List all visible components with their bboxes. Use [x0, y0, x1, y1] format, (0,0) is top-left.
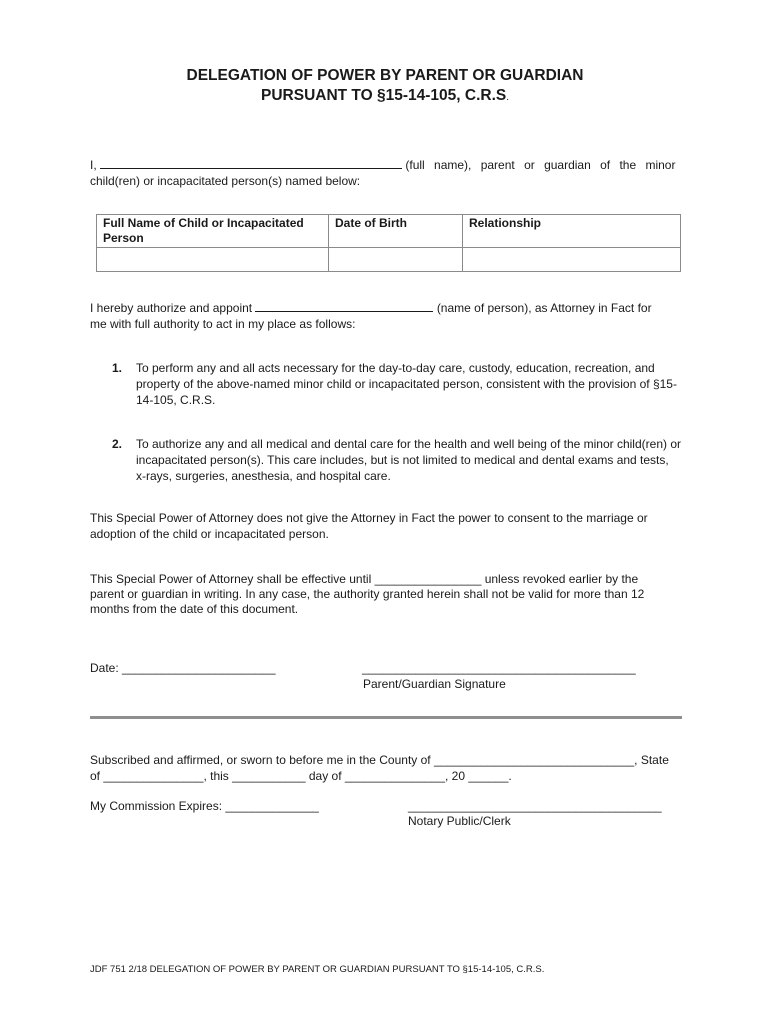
notary-line1: Subscribed and affirmed, or sworn to before me in the County of ______________________________, State [90, 753, 669, 767]
intro-line2: child(ren) or incapacitated person(s) named below: [90, 174, 361, 188]
table-cell-dob[interactable] [329, 248, 463, 272]
page-footer: JDF 751 2/18 DELEGATION OF POWER BY PARENT OR GUARDIAN PURSUANT TO §15-14-105, C.R.S. [90, 964, 545, 975]
table-header-row [97, 215, 681, 248]
full-name-blank[interactable] [100, 168, 402, 169]
table-row [97, 248, 681, 272]
table-cell-relationship[interactable] [463, 248, 681, 272]
parent-signature-line[interactable]: _________________________________________ [362, 661, 636, 675]
title-line2-text: PURSUANT TO §15-14-105, C.R.S [261, 87, 507, 104]
list-text-1: To perform any and all acts necessary for the day-to-day care, custody, education, recreation, and property of the above-named minor child or incapacitated person, consistent with the provision of §15-14-105, C.R.S. [136, 361, 677, 407]
list-text-2: To authorize any and all medical and dental care for the health and well being of the minor child(ren) or incapacitated person(s). This care includes, but is not limited to medical and dental exams and tests, x-rays, surgeries, anesthesia, and hospital care. [136, 437, 681, 483]
authorize-prefix: I hereby authorize and appoint [90, 301, 253, 315]
effective-line1: This Special Power of Attorney shall be effective until ________________ unless revoked earlier by the [90, 572, 639, 586]
section-divider [90, 716, 682, 719]
list-item-2 [112, 436, 682, 484]
authorize-suffix: (name of person), as Attorney in Fact for [436, 301, 652, 315]
list-number-1: 1. [112, 361, 123, 375]
effective-line3: months from the date of this document. [90, 602, 299, 616]
table-header-name: Full Name of Child or Incapacitated Person [97, 215, 329, 248]
table-header-dob: Date of Birth [329, 215, 463, 248]
intro-prefix: I, [90, 158, 97, 172]
commission-expires-field[interactable]: My Commission Expires: ______________ [90, 799, 319, 813]
list-item-1 [112, 360, 682, 408]
authorize-line2: me with full authority to act in my place as follows: [90, 317, 356, 331]
attorney-name-blank[interactable] [255, 311, 433, 312]
notary-caption: Notary Public/Clerk [408, 814, 511, 828]
document-title-line1: DELEGATION OF POWER BY PARENT OR GUARDIAN [186, 67, 584, 84]
children-table [96, 214, 681, 272]
intro-line1 [90, 157, 675, 173]
authorize-line1 [90, 300, 652, 316]
notary-signature-line[interactable]: ______________________________________ [408, 799, 662, 813]
not-give-paragraph: This Special Power of Attorney does not give the Attorney in Fact the power to consent to the marriage or adoption of the child or incapacitated person. [90, 511, 648, 541]
parent-signature-caption: Parent/Guardian Signature [363, 677, 506, 691]
title-dot: . [506, 92, 509, 103]
list-number-2: 2. [112, 437, 123, 451]
notary-line2: of _______________, this ___________ day of _______________, 20 ______. [90, 769, 512, 783]
document-title-line2 [0, 86, 770, 108]
table-header-relationship: Relationship [463, 215, 681, 248]
table-cell-name[interactable] [97, 248, 329, 272]
effective-line2: parent or guardian in writing. In any case, the authority granted herein shall not be valid for more than 12 [90, 587, 645, 601]
date-field[interactable]: Date: _______________________ [90, 661, 276, 675]
intro-suffix: (full name), parent or guardian of the minor [405, 158, 676, 172]
